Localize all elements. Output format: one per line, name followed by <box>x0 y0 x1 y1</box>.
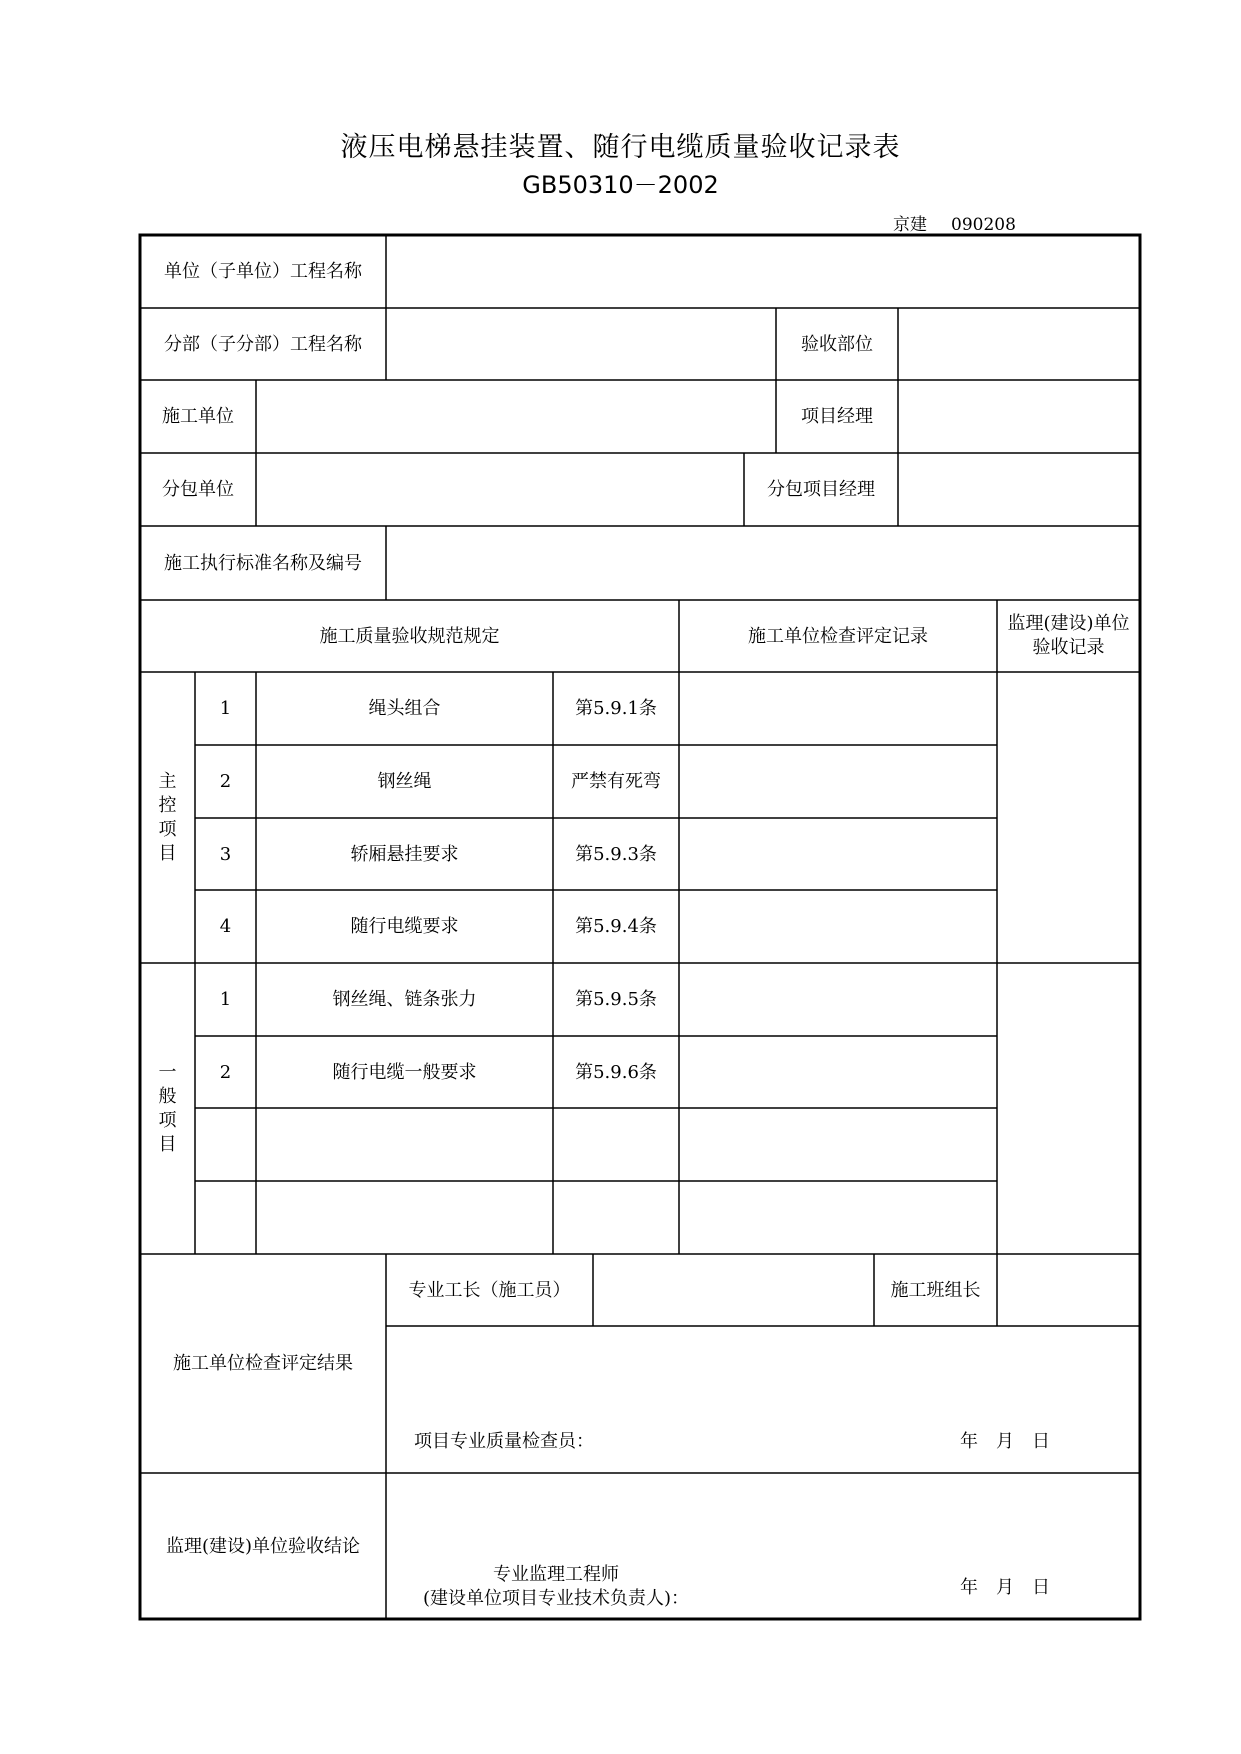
general-item-1-no: 1 <box>219 989 232 1010</box>
result-label: 施工单位检查评定结果 <box>173 1353 353 1374</box>
main-item-3-record[interactable] <box>679 818 997 890</box>
supervision-engineer-line2: (建设单位项目专业技术负责人)： <box>422 1588 690 1609</box>
result-content[interactable] <box>386 1326 1140 1436</box>
foreman-value[interactable] <box>593 1254 874 1326</box>
quality-inspector-label: 项目专业质量检查员： <box>414 1430 594 1452</box>
standard-name-value[interactable] <box>386 526 1140 600</box>
main-item-1-clause: 第5.9.1条 <box>575 698 657 719</box>
project-manager-value[interactable] <box>898 380 1140 453</box>
main-item-1-name: 绳头组合 <box>368 698 441 719</box>
project-manager-label: 项目经理 <box>801 406 873 427</box>
subcontract-manager-label: 分包项目经理 <box>767 479 875 500</box>
main-item-3-clause: 第5.9.3条 <box>575 843 657 865</box>
main-items-supervision-record[interactable] <box>997 672 1140 963</box>
subcontract-manager-value[interactable] <box>898 453 1140 526</box>
check-record-column-header: 施工单位检查评定记录 <box>748 625 928 647</box>
form-number-value: 090208 <box>951 215 1016 235</box>
team-leader-label: 施工班组长 <box>890 1279 981 1301</box>
conclusion-content[interactable] <box>386 1473 1140 1563</box>
supervision-column-header <box>997 600 1140 672</box>
general-items-label: 一 般 项 目 <box>158 1061 177 1155</box>
supervision-header-line2: 验收记录 <box>1032 637 1105 658</box>
main-item-1-record[interactable] <box>679 672 997 745</box>
main-item-3-name: 轿厢悬挂要求 <box>350 843 459 865</box>
general-item-3-record[interactable] <box>679 1108 997 1181</box>
unit-project-name-value[interactable] <box>386 235 1140 308</box>
form-prefix: 京建 <box>893 215 927 235</box>
general-item-1-name: 钢丝绳、链条张力 <box>332 989 477 1010</box>
acceptance-part-label: 验收部位 <box>801 333 873 355</box>
main-item-4-clause: 第5.9.4条 <box>575 916 657 937</box>
foreman-label: 专业工长（施工员） <box>408 1279 571 1301</box>
standard-code: GB50310－2002 <box>522 171 719 199</box>
form-title: 液压电梯悬挂装置、随行电缆质量验收记录表 <box>340 132 901 163</box>
supervision-engineer-label <box>406 1560 706 1614</box>
construction-unit-value[interactable] <box>256 380 776 453</box>
subcontract-unit-label: 分包单位 <box>162 479 234 500</box>
general-items-supervision-record[interactable] <box>997 963 1140 1254</box>
standard-name-label: 施工执行标准名称及编号 <box>164 552 362 574</box>
main-item-3-no: 3 <box>219 843 232 865</box>
acceptance-part-value[interactable] <box>898 308 1140 380</box>
supervision-header-line1: 监理(建设)单位 <box>1007 613 1130 634</box>
team-leader-value[interactable] <box>997 1254 1140 1326</box>
main-item-2-no: 2 <box>219 771 232 792</box>
general-item-2-name: 随行电缆一般要求 <box>332 1061 477 1083</box>
sub-project-name-label: 分部（子分部）工程名称 <box>164 333 362 355</box>
general-item-2-record[interactable] <box>679 1036 997 1108</box>
main-item-2-record[interactable] <box>679 745 997 818</box>
main-item-2-clause: 严禁有死弯 <box>571 771 661 792</box>
conclusion-date: 年 月 日 <box>960 1576 1050 1598</box>
general-item-4-record[interactable] <box>679 1181 997 1254</box>
spec-column-header: 施工质量验收规范规定 <box>319 625 500 647</box>
general-item-2-clause: 第5.9.6条 <box>575 1061 657 1083</box>
main-item-4-record[interactable] <box>679 890 997 963</box>
conclusion-label: 监理(建设)单位验收结论 <box>165 1535 361 1557</box>
main-item-4-name: 随行电缆要求 <box>350 916 459 937</box>
main-items-label: 主 控 项 目 <box>158 770 177 864</box>
construction-unit-label: 施工单位 <box>162 406 234 427</box>
supervision-engineer-line1: 专业监理工程师 <box>493 1564 619 1585</box>
sub-project-name-value[interactable] <box>386 308 776 380</box>
form-number <box>893 210 1016 235</box>
subcontract-unit-value[interactable] <box>256 453 744 526</box>
general-item-2-no: 2 <box>219 1061 232 1083</box>
general-item-1-record[interactable] <box>679 963 997 1036</box>
main-item-4-no: 4 <box>219 916 232 937</box>
general-item-1-clause: 第5.9.5条 <box>575 989 657 1010</box>
unit-project-name-label: 单位（子单位）工程名称 <box>164 261 362 282</box>
main-item-1-no: 1 <box>219 698 232 719</box>
result-date: 年 月 日 <box>960 1430 1050 1452</box>
main-item-2-name: 钢丝绳 <box>377 771 432 792</box>
